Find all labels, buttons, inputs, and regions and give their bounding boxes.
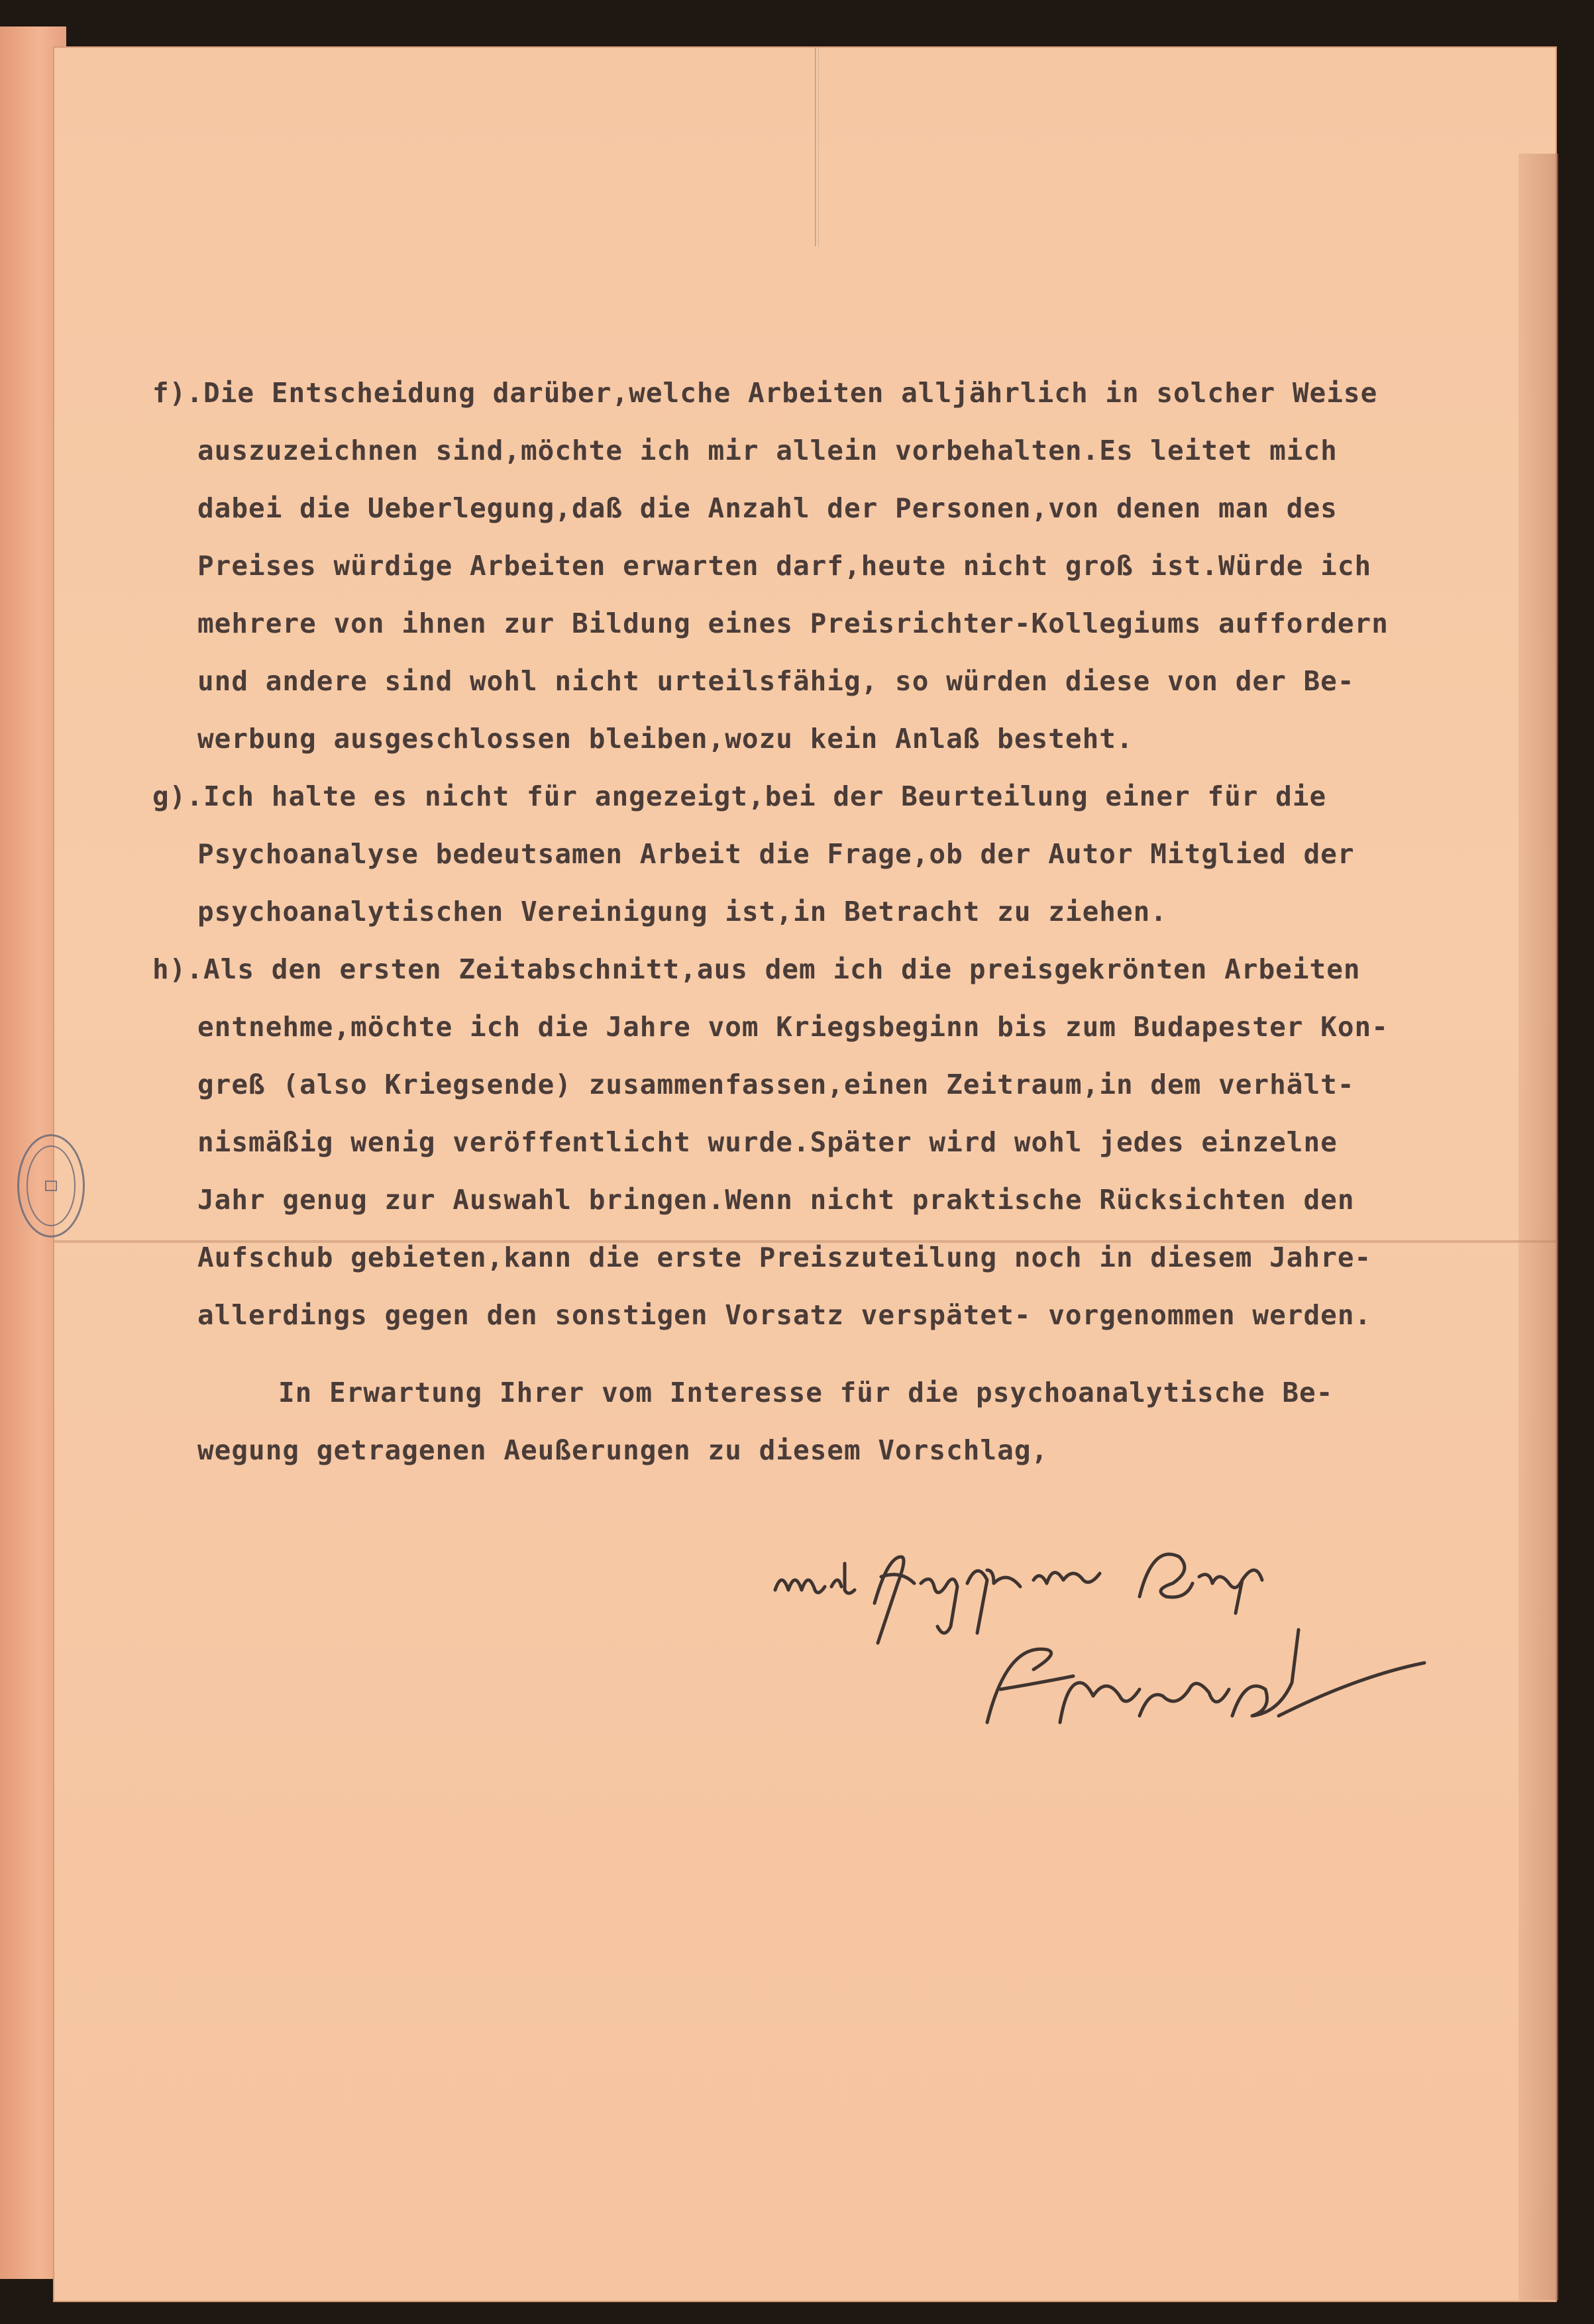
text-line: g).Ich halte es nicht für angezeigt,bei der Beurteilung einer für die bbox=[152, 780, 1327, 812]
text-line: Aufschub gebieten,kann die erste Preiszuteilung noch in diesem Jahre- bbox=[197, 1241, 1372, 1273]
paragraph-g bbox=[152, 768, 1491, 941]
handwritten-signature bbox=[769, 1550, 1431, 1769]
text-line: nismäßig wenig veröffentlicht wurde.Später wird wohl jedes einzelne bbox=[197, 1126, 1338, 1158]
text-line: greß (also Kriegsende) zusammenfassen,einen Zeitraum,in dem verhält- bbox=[197, 1069, 1355, 1100]
paragraph-h bbox=[152, 941, 1491, 1344]
text-line: h).Als den ersten Zeitabschnitt,aus dem ich die preisgekrönten Arbeiten bbox=[152, 953, 1361, 985]
right-page-edges bbox=[1518, 154, 1558, 2300]
typed-letter-body bbox=[152, 364, 1491, 1479]
paragraph-f bbox=[152, 364, 1491, 768]
text-line: mehrere von ihnen zur Bildung eines Preisrichter-Kollegiums auffordern bbox=[197, 607, 1389, 639]
top-fold-crease bbox=[815, 48, 819, 246]
text-line: psychoanalytischen Vereinigung ist,in Betracht zu ziehen. bbox=[197, 896, 1167, 927]
text-line: auszuzeichnen sind,möchte ich mir allein vorbehalten.Es leitet mich bbox=[197, 435, 1338, 466]
text-line: wegung getragenen Aeußerungen zu diesem Vorschlag, bbox=[197, 1434, 1049, 1466]
text-line: und andere sind wohl nicht urteilsfähig, so würden diese von der Be- bbox=[197, 665, 1355, 697]
text-line: f).Die Entscheidung darüber,welche Arbeiten alljährlich in solcher Weise bbox=[152, 377, 1378, 409]
text-line: entnehme,möchte ich die Jahre vom Kriegsbeginn bis zum Budapester Kon- bbox=[197, 1011, 1389, 1043]
text-line: werbung ausgeschlossen bleiben,wozu kein Anlaß besteht. bbox=[197, 723, 1134, 755]
text-line: dabei die Ueberlegung,daß die Anzahl der Personen,von denen man des bbox=[197, 492, 1338, 524]
closing-paragraph bbox=[152, 1364, 1491, 1479]
text-line: Psychoanalyse bedeutsamen Arbeit die Frage,ob der Autor Mitglied der bbox=[197, 838, 1355, 870]
text-line: Jahr genug zur Auswahl bringen.Wenn nicht praktische Rücksichten den bbox=[197, 1184, 1355, 1216]
text-line: allerdings gegen den sonstigen Vorsatz verspätet- vorgenommen werden. bbox=[197, 1299, 1372, 1331]
text-line: In Erwartung Ihrer vom Interesse für die psychoanalytische Be- bbox=[278, 1377, 1334, 1408]
library-stamp bbox=[17, 1134, 85, 1238]
text-line: Preises würdige Arbeiten erwarten darf,heute nicht groß ist.Würde ich bbox=[197, 550, 1372, 582]
